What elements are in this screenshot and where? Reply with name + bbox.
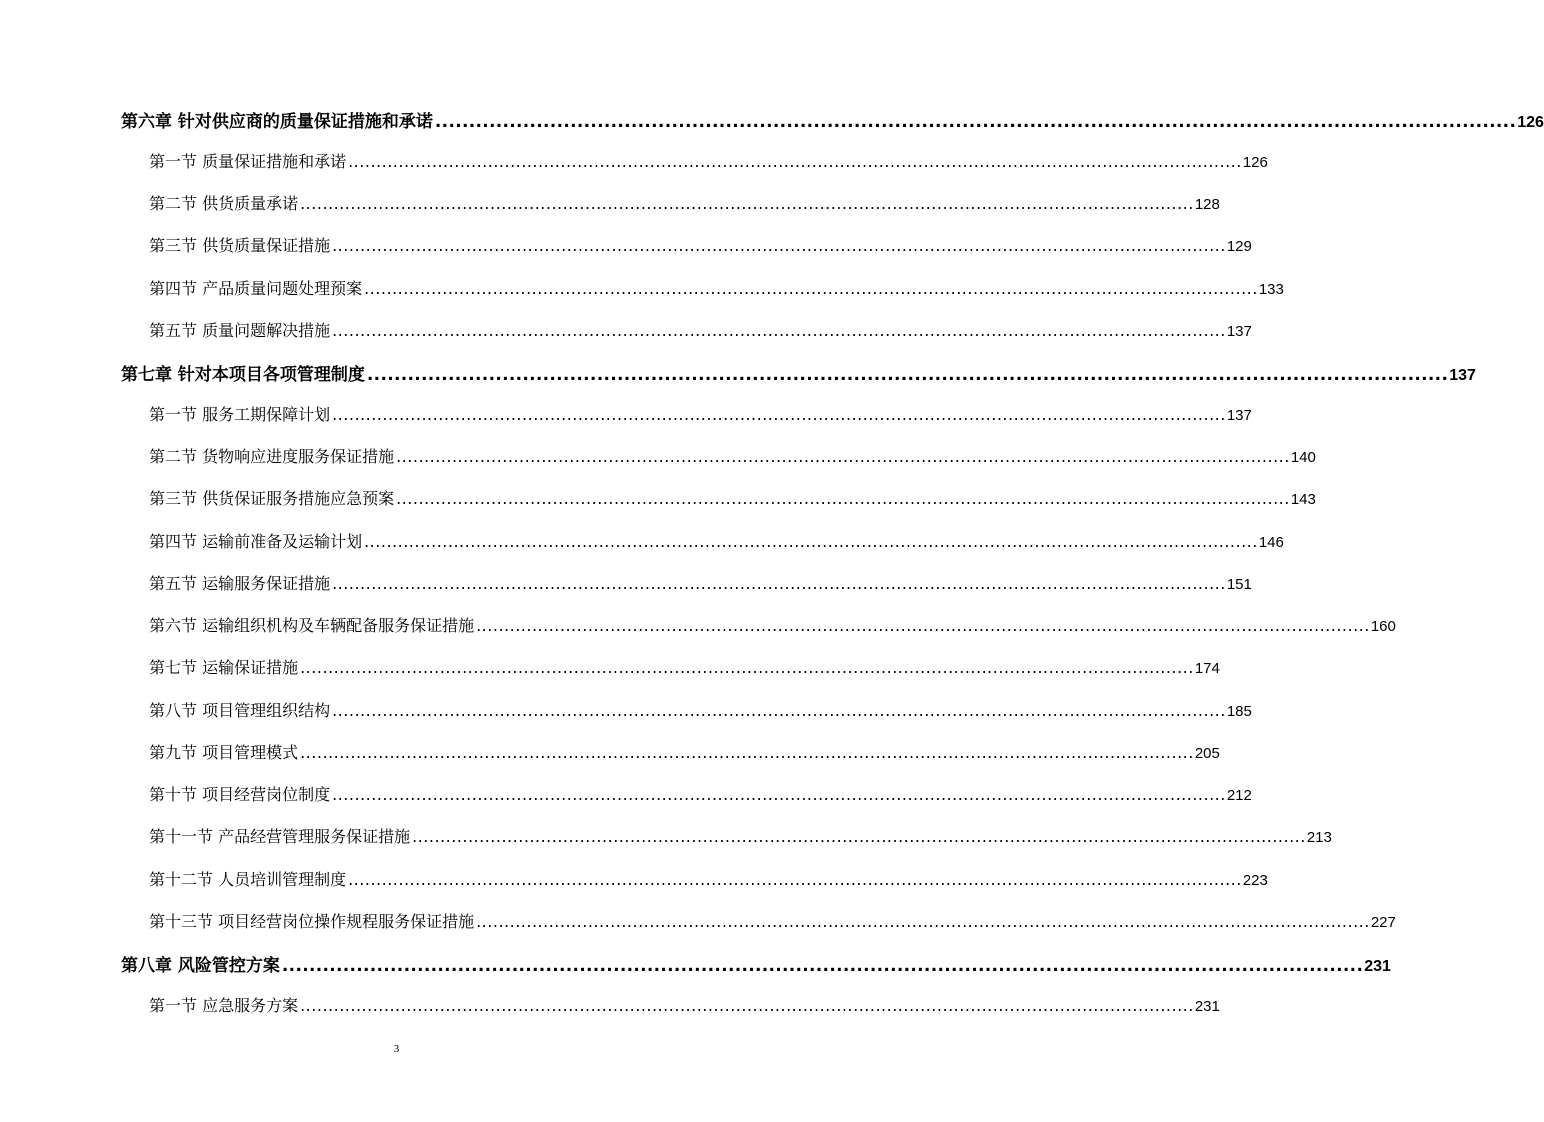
toc-entry-page: 174 [1194,660,1220,677]
toc-section-7-10[interactable] [149,782,1252,806]
toc-entry-page: 140 [1290,449,1316,466]
toc-entry-title: 第八节 项目管理组织结构 [149,701,331,720]
toc-dot-leader: ................................................................................................................................................................ [476,912,1370,931]
toc-dot-leader: ................................................................................................................................................................ [300,743,1194,762]
toc-entry-page: 231 [1194,998,1220,1015]
toc-entry-page: 129 [1226,238,1252,255]
toc-dot-leader: ................................................................................................................................................................ [396,447,1290,466]
toc-section-6-5[interactable] [149,318,1252,342]
toc-entry-title: 第三节 供货保证服务措施应急预案 [149,489,395,508]
toc-section-7-9[interactable] [149,740,1220,764]
toc-dot-leader: ................................................................................................................................................................ [434,112,1517,132]
toc-dot-leader: ................................................................................................................................................................ [281,956,1364,976]
toc-entry-title: 第十三节 项目经营岗位操作规程服务保证措施 [149,912,475,931]
toc-dot-leader: ................................................................................................................................................................ [300,996,1194,1015]
toc-entry-title: 第六章 针对供应商的质量保证措施和承诺 [121,112,433,132]
toc-section-6-1[interactable] [149,149,1268,173]
toc-entry-page: 213 [1306,829,1332,846]
toc-entry-page: 231 [1364,958,1391,975]
toc-section-7-8[interactable] [149,698,1252,722]
toc-section-7-13[interactable] [149,909,1396,933]
toc-entry-title: 第一节 质量保证措施和承诺 [149,152,347,171]
toc-entry-title: 第五节 运输服务保证措施 [149,574,331,593]
toc-dot-leader: ................................................................................................................................................................ [348,870,1242,889]
toc-entry-page: 143 [1290,491,1316,508]
toc-entry-title: 第七章 针对本项目各项管理制度 [121,365,365,385]
toc-entry-page: 223 [1242,872,1268,889]
toc-entry-title: 第三节 供货质量保证措施 [149,236,331,255]
toc-entry-title: 第四节 运输前准备及运输计划 [149,532,363,551]
toc-section-6-3[interactable] [149,233,1252,257]
toc-entry-page: 205 [1194,745,1220,762]
toc-dot-leader: ................................................................................................................................................................ [300,658,1194,677]
toc-dot-leader: ................................................................................................................................................................ [412,827,1306,846]
toc-entry-page: 160 [1370,618,1396,635]
toc-chapter-6[interactable] [121,107,1544,132]
toc-entry-title: 第十一节 产品经营管理服务保证措施 [149,827,411,846]
toc-entry-title: 第一节 应急服务方案 [149,996,299,1015]
toc-section-7-2[interactable] [149,444,1316,468]
toc-section-7-5[interactable] [149,571,1252,595]
toc-entry-page: 137 [1226,323,1252,340]
toc-entry-page: 137 [1449,367,1476,384]
toc-section-7-7[interactable] [149,655,1220,679]
toc-dot-leader: ................................................................................................................................................................ [348,152,1242,171]
toc-dot-leader: ................................................................................................................................................................ [364,532,1258,551]
toc-dot-leader: ................................................................................................................................................................ [476,616,1370,635]
toc-entry-title: 第二节 货物响应进度服务保证措施 [149,447,395,466]
toc-entry-page: 212 [1226,787,1252,804]
toc-section-8-1[interactable] [149,993,1220,1017]
toc-section-7-1[interactable] [149,402,1252,426]
toc-entry-title: 第二节 供货质量承诺 [149,194,299,213]
toc-chapter-8[interactable] [121,951,1391,976]
toc-entry-page: 137 [1226,407,1252,424]
toc-chapter-7[interactable] [121,360,1476,385]
toc-entry-title: 第十节 项目经营岗位制度 [149,785,331,804]
toc-entry-page: 126 [1242,154,1268,171]
toc-dot-leader: ................................................................................................................................................................ [300,194,1194,213]
toc-entry-title: 第五节 质量问题解决措施 [149,321,331,340]
toc-dot-leader: ................................................................................................................................................................ [332,701,1226,720]
toc-dot-leader: ................................................................................................................................................................ [332,321,1226,340]
toc-entry-title: 第四节 产品质量问题处理预案 [149,279,363,298]
toc-section-6-4[interactable] [149,276,1284,300]
toc-entry-page: 185 [1226,703,1252,720]
toc-entry-page: 146 [1258,534,1284,551]
toc-section-7-6[interactable] [149,613,1396,637]
toc-entry-title: 第八章 风险管控方案 [121,956,280,976]
toc-dot-leader: ................................................................................................................................................................ [332,785,1226,804]
toc-section-7-11[interactable] [149,824,1332,848]
toc-entry-page: 126 [1517,114,1544,131]
toc-dot-leader: ................................................................................................................................................................ [332,236,1226,255]
toc-entry-page: 151 [1226,576,1252,593]
toc-section-7-4[interactable] [149,529,1284,553]
toc-entry-page: 133 [1258,281,1284,298]
toc-entry-title: 第十二节 人员培训管理制度 [149,870,347,889]
toc-dot-leader: ................................................................................................................................................................ [366,365,1449,385]
toc-section-7-12[interactable] [149,867,1268,891]
toc-entry-title: 第七节 运输保证措施 [149,658,299,677]
toc-dot-leader: ................................................................................................................................................................ [332,405,1226,424]
toc-entry-title: 第一节 服务工期保障计划 [149,405,331,424]
toc-section-7-3[interactable] [149,486,1316,510]
toc-dot-leader: ................................................................................................................................................................ [396,489,1290,508]
toc-entry-page: 128 [1194,196,1220,213]
toc-entry-title: 第九节 项目管理模式 [149,743,299,762]
toc-dot-leader: ................................................................................................................................................................ [332,574,1226,593]
toc-dot-leader: ................................................................................................................................................................ [364,279,1258,298]
toc-section-6-2[interactable] [149,191,1220,215]
toc-entry-page: 227 [1370,914,1396,931]
page-number: 3 [393,1043,400,1055]
toc-entry-title: 第六节 运输组织机构及车辆配备服务保证措施 [149,616,475,635]
